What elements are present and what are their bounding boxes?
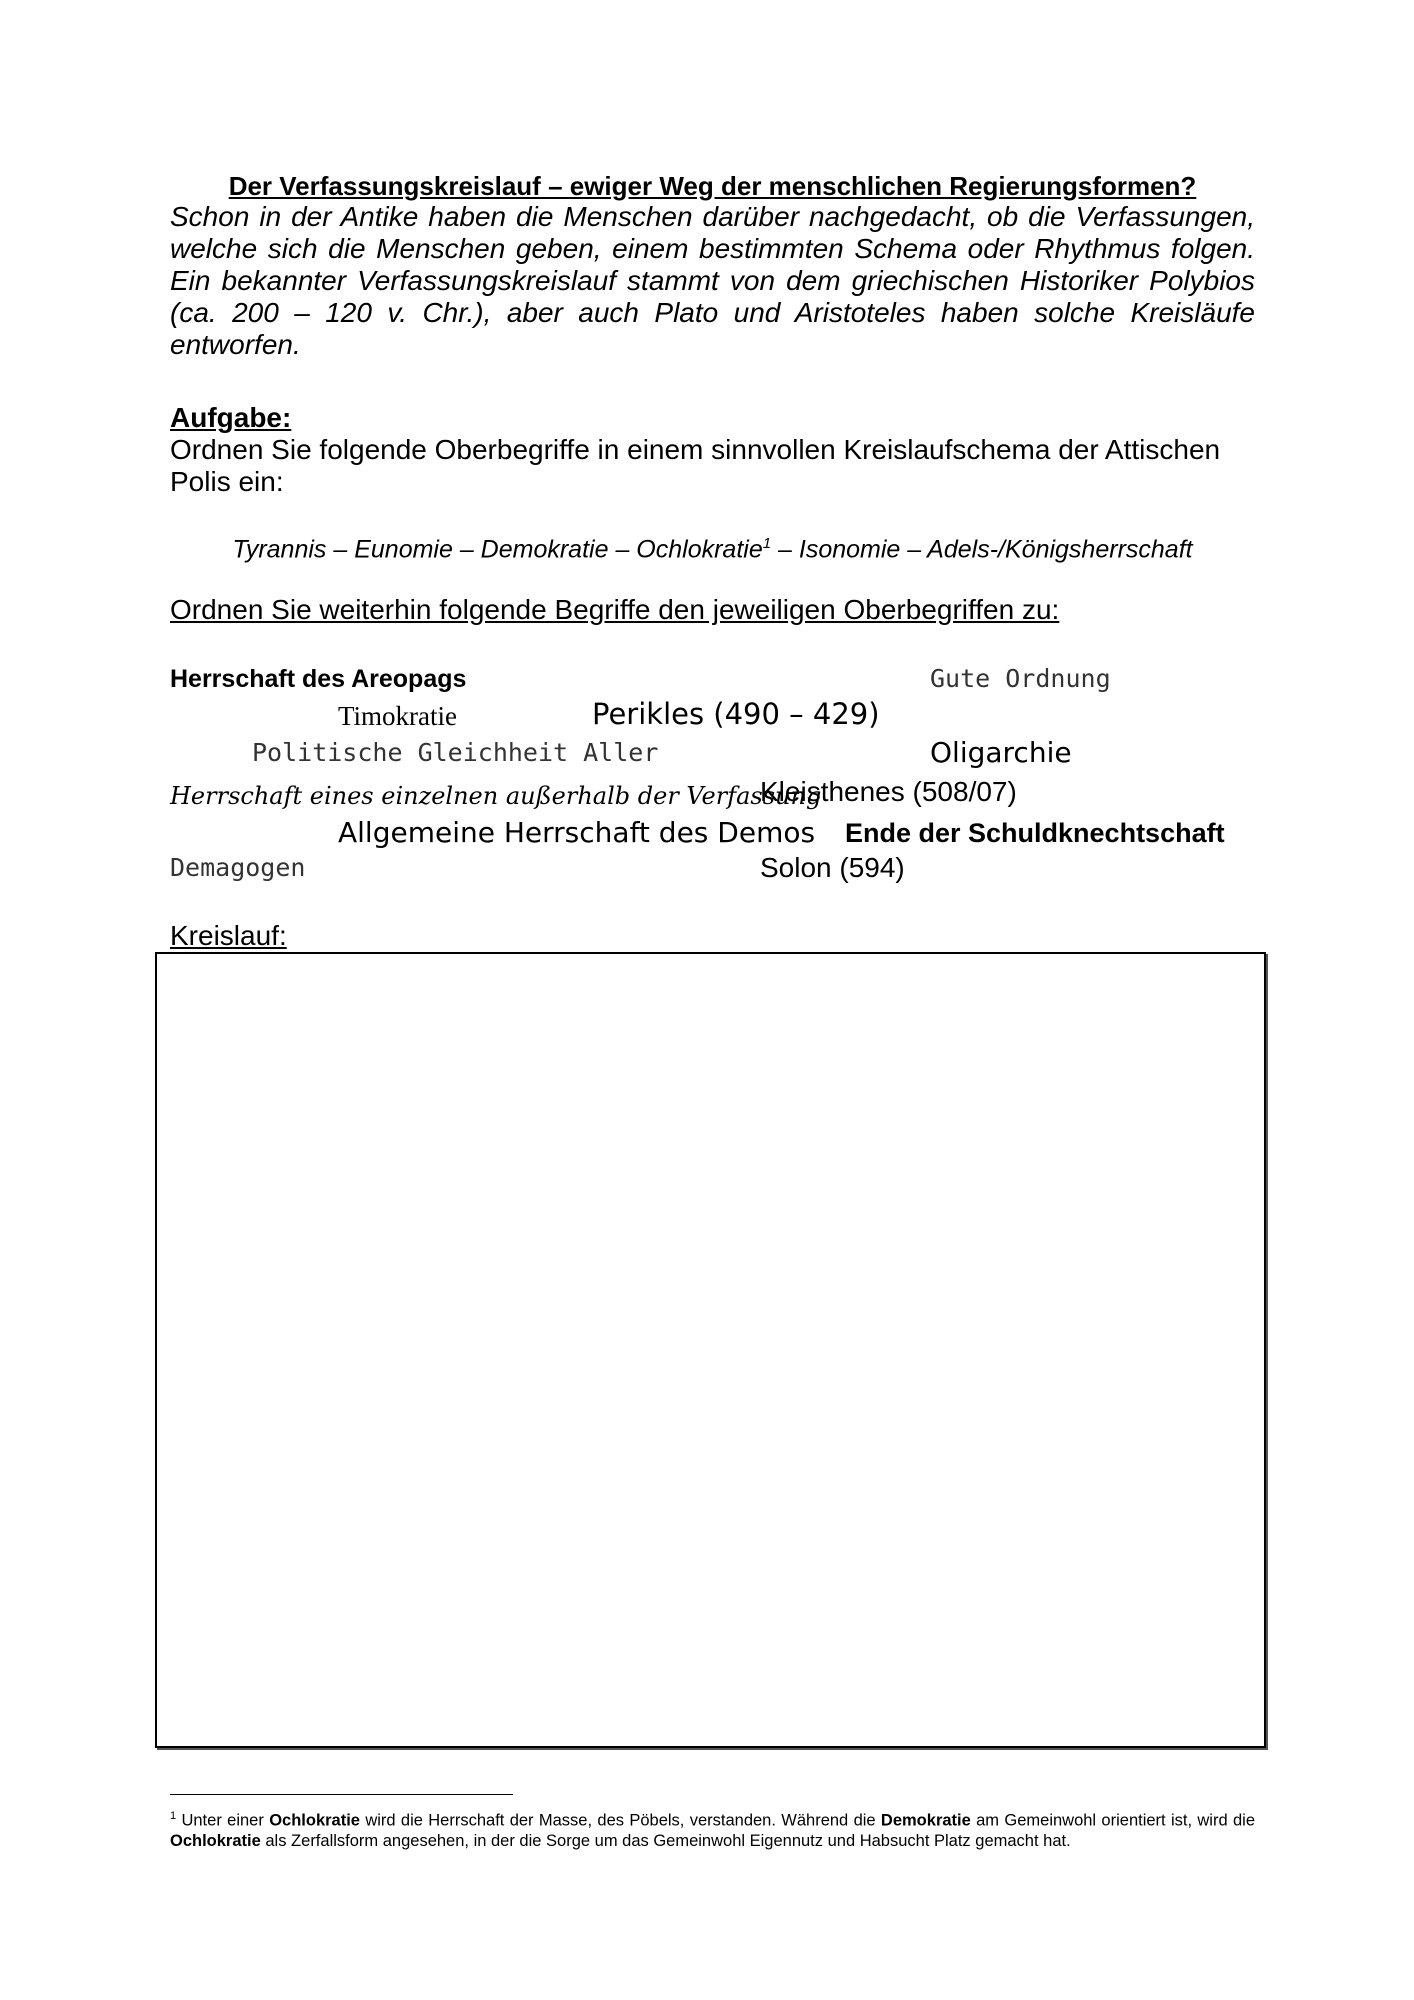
footnote-bold-3: Ochlokratie xyxy=(170,1831,261,1850)
task-text: Ordnen Sie folgende Oberbegriffe in einem sinnvollen Kreislaufschema der Attischen Polis ein: xyxy=(170,434,1221,497)
term-kleisthenes: Kleisthenes (508/07) xyxy=(760,776,1017,807)
term-gute-ordnung: Gute Ordnung xyxy=(930,664,1111,693)
main-terms-line xyxy=(170,528,1255,565)
cycle-heading: Kreislauf: xyxy=(170,920,287,951)
page-title: Der Verfassungskreislauf – ewiger Weg der menschlichen Regierungsformen? xyxy=(228,171,1197,201)
footnote-reference: 1 xyxy=(762,535,772,552)
footnote-divider xyxy=(170,1794,513,1795)
footnote-bold-1: Ochlokratie xyxy=(269,1811,360,1830)
main-terms-first: Tyrannis – Eunomie – Demokratie – Ochlokratie xyxy=(232,535,763,564)
cycle-drawing-area[interactable] xyxy=(155,952,1266,1748)
intro-paragraph: Schon in der Antike haben die Menschen darüber nachgedacht, ob die Verfassungen, welche sich die Menschen geben, einem bestimmten Schema oder Rhythmus folgen. Ein bekannter Verfassungskreislauf stammt von dem griechischen Historiker Polybios (ca. 200 – 120 v. Chr.), aber auch Plato und Aristoteles haben solche Kreisläufe entworfen. xyxy=(170,201,1255,360)
term-demagogen: Demagogen xyxy=(170,853,306,882)
footnote-text-1: Unter einer xyxy=(176,1811,270,1830)
task-heading: Aufgabe: xyxy=(170,402,292,433)
term-politische-gleichheit: Politische Gleichheit Aller xyxy=(252,738,659,767)
term-timokratie: Timokratie xyxy=(338,701,458,731)
term-perikles: Perikles (490 – 429) xyxy=(592,697,880,731)
footnote-text-4: als Zerfallsform angesehen, in der die Sorge um das Gemeinwohl Eigennutz und Habsucht Platz gemacht hat. xyxy=(260,1831,1071,1850)
footnote-bold-2: Demokratie xyxy=(880,1811,971,1830)
term-schuldknechtschaft: Ende der Schuldknechtschaft xyxy=(845,818,1225,848)
footnote-text-2: wird die Herrschaft der Masse, des Pöbels, verstanden. Während die xyxy=(359,1811,881,1830)
term-areopag: Herrschaft des Areopags xyxy=(170,665,467,693)
term-herrschaft-einzelner: Herrschaft eines einzelnen außerhalb der Verfassung xyxy=(170,782,822,810)
main-terms-rest: – Isonomie – Adels-/Königsherrschaft xyxy=(771,535,1193,564)
term-herrschaft-demos: Allgemeine Herrschaft des Demos xyxy=(338,816,816,849)
footnote-text-3: am Gemeinwohl orientiert ist, wird die xyxy=(970,1811,1255,1830)
footnote-marker: 1 xyxy=(170,1810,177,1822)
footnote xyxy=(170,1806,1255,1851)
term-solon: Solon (594) xyxy=(760,852,905,883)
assign-instruction: Ordnen Sie weiterhin folgende Begriffe den jeweiligen Oberbegriffen zu: xyxy=(170,594,1060,625)
term-oligarchie: Oligarchie xyxy=(930,736,1072,769)
